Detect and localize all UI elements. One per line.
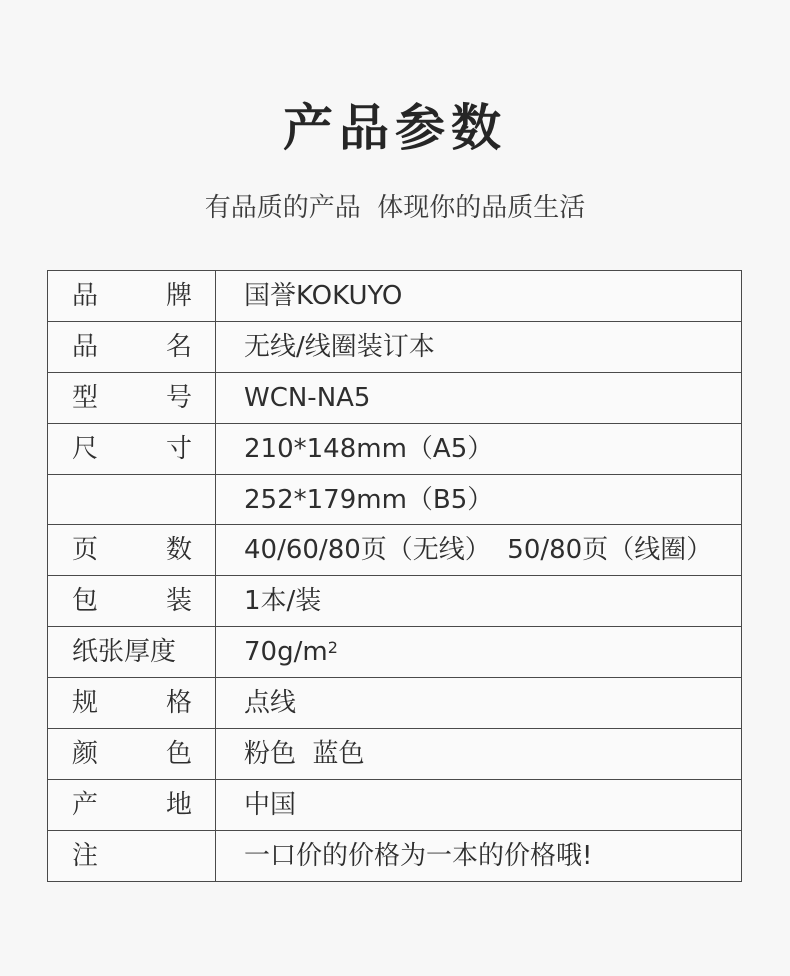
spec-value: 1本/装 bbox=[216, 576, 742, 627]
spec-value: 中国 bbox=[216, 779, 742, 830]
unit-superscript: 2 bbox=[327, 638, 338, 658]
spec-label-char: 颜 bbox=[72, 738, 99, 769]
spec-label bbox=[48, 321, 216, 372]
spec-value: WCN-NA5 bbox=[216, 372, 742, 423]
spec-label bbox=[48, 627, 216, 678]
spec-value-text: 70g/m bbox=[244, 637, 328, 668]
spec-label-char: 色 bbox=[165, 738, 192, 769]
spec-label-char: 地 bbox=[165, 789, 192, 820]
spec-label-char: 页 bbox=[72, 535, 99, 566]
spec-value: 40/60/80页（无线） 50/80页（线圈） bbox=[216, 525, 742, 576]
spec-value: 252*179mm（B5） bbox=[216, 474, 742, 525]
spec-row-size bbox=[48, 423, 742, 474]
spec-value: 粉色 蓝色 bbox=[216, 729, 742, 780]
spec-label-char: 名 bbox=[165, 331, 192, 362]
page-title: 产品参数 bbox=[283, 99, 507, 157]
spec-label-char: 数 bbox=[165, 535, 192, 566]
spec-row-brand bbox=[48, 271, 742, 322]
spec-label-char: 品 bbox=[72, 280, 99, 311]
spec-label-char: 牌 bbox=[165, 280, 192, 311]
spec-value: 无线/线圈装订本 bbox=[216, 321, 742, 372]
spec-value bbox=[216, 627, 742, 678]
spec-row-size-b5 bbox=[48, 474, 742, 525]
spec-label-char: 尺 bbox=[72, 433, 99, 464]
spec-label-char: 产 bbox=[72, 789, 99, 820]
spec-label bbox=[48, 678, 216, 729]
spec-label-char: 号 bbox=[165, 382, 192, 413]
spec-label bbox=[48, 423, 216, 474]
spec-row-pages bbox=[48, 525, 742, 576]
spec-value: 点线 bbox=[216, 678, 742, 729]
spec-table bbox=[47, 270, 742, 882]
spec-row-ruling bbox=[48, 678, 742, 729]
spec-label-char: 注 bbox=[72, 840, 99, 871]
spec-value: 国誉KOKUYO bbox=[216, 271, 742, 322]
spec-label-char: 格 bbox=[165, 688, 192, 719]
spec-label-char: 型 bbox=[72, 382, 99, 413]
spec-label bbox=[48, 474, 216, 525]
spec-row-paper-weight bbox=[48, 627, 742, 678]
spec-label-char: 寸 bbox=[165, 433, 192, 464]
spec-label bbox=[48, 576, 216, 627]
spec-label bbox=[48, 525, 216, 576]
spec-label bbox=[48, 372, 216, 423]
spec-label bbox=[48, 830, 216, 881]
spec-label bbox=[48, 271, 216, 322]
spec-label bbox=[48, 729, 216, 780]
spec-label bbox=[48, 779, 216, 830]
spec-value: 一口价的价格为一本的价格哦! bbox=[216, 830, 742, 881]
spec-value: 210*148mm（A5） bbox=[216, 423, 742, 474]
spec-label-char: 规 bbox=[72, 688, 99, 719]
page-subtitle: 有品质的产品 体现你的品质生活 bbox=[204, 193, 586, 223]
spec-row-color bbox=[48, 729, 742, 780]
spec-label-char: 包 bbox=[72, 586, 99, 617]
spec-label-text: 纸张厚度 bbox=[72, 637, 177, 668]
spec-label-char: 装 bbox=[165, 586, 192, 617]
spec-row-packaging bbox=[48, 576, 742, 627]
spec-row-model bbox=[48, 372, 742, 423]
spec-row-product-name bbox=[48, 321, 742, 372]
spec-label-char: 品 bbox=[72, 331, 99, 362]
spec-row-origin bbox=[48, 779, 742, 830]
spec-row-note bbox=[48, 830, 742, 881]
